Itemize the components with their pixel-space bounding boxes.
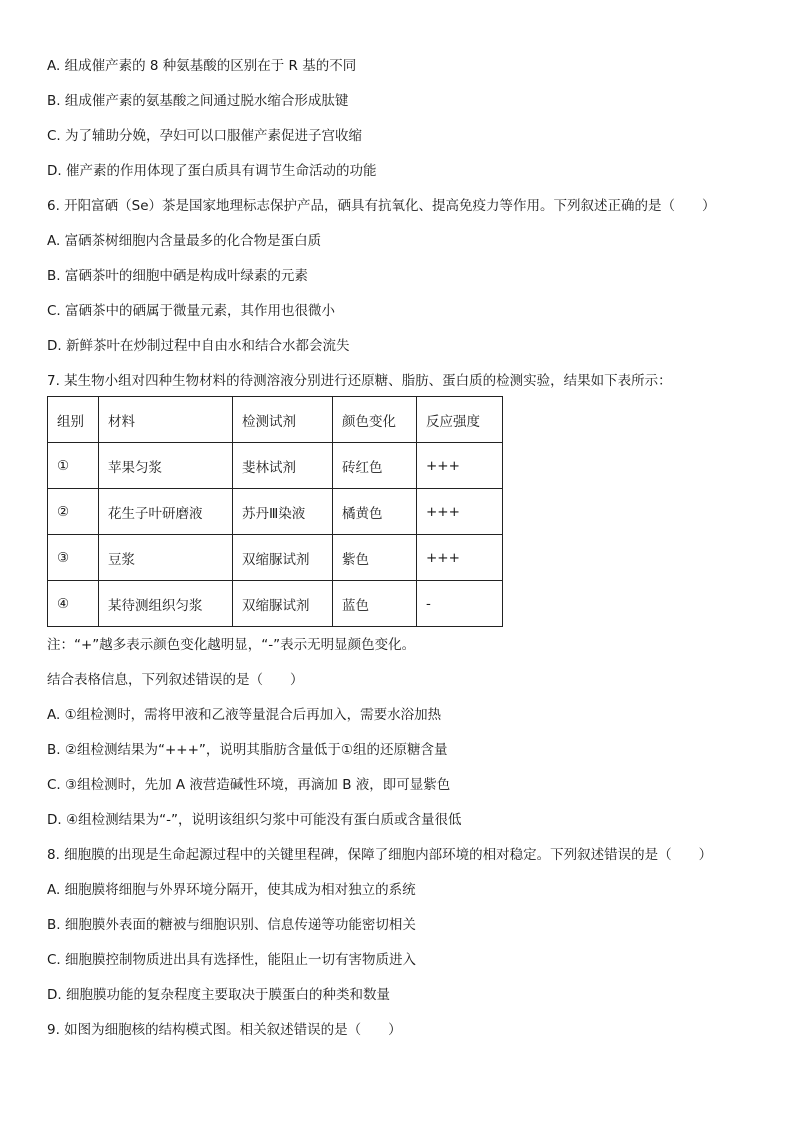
- table-cell: 紫色: [333, 535, 417, 581]
- q6-option-b: B. 富硒茶叶的细胞中硒是构成叶绿素的元素: [47, 268, 308, 284]
- q7-table-note: 注：“+”越多表示颜色变化越明显，“-”表示无明显颜色变化。: [47, 637, 416, 653]
- table-cell: ①: [48, 443, 99, 489]
- q9-stem: 9. 如图为细胞核的结构模式图。相关叙述错误的是（ ）: [47, 1022, 402, 1038]
- table-cell: +++: [417, 489, 503, 535]
- table-cell: 花生子叶研磨液: [99, 489, 233, 535]
- table-cell: 砖红色: [333, 443, 417, 489]
- table-cell: 斐林试剂: [233, 443, 333, 489]
- table-row: [48, 443, 503, 489]
- table-cell: +++: [417, 535, 503, 581]
- table-cell: 双缩脲试剂: [233, 581, 333, 627]
- q5-option-a: A. 组成催产素的 8 种氨基酸的区别在于 R 基的不同: [47, 58, 357, 74]
- table-cell: 双缩脲试剂: [233, 535, 333, 581]
- q6-stem: 6. 开阳富硒（Se）茶是国家地理标志保护产品，硒具有抗氧化、提高免疫力等作用。下列叙述正确的是（ ）: [47, 198, 716, 214]
- q8-option-b: B. 细胞膜外表面的糖被与细胞识别、信息传递等功能密切相关: [47, 917, 416, 933]
- table-cell: 豆浆: [99, 535, 233, 581]
- table-cell: 苹果匀浆: [99, 443, 233, 489]
- q7-option-c: C. ③组检测时，先加 A 液营造碱性环境，再滴加 B 液，即可显紫色: [47, 777, 451, 793]
- table-cell: 蓝色: [333, 581, 417, 627]
- table-header-cell: 组别: [48, 397, 99, 443]
- q8-option-c: C. 细胞膜控制物质进出具有选择性，能阻止一切有害物质进入: [47, 952, 417, 968]
- q8-stem: 8. 细胞膜的出现是生命起源过程中的关键里程碑，保障了细胞内部环境的相对稳定。下列叙述错误的是（ ）: [47, 847, 713, 863]
- q8-option-d: D. 细胞膜功能的复杂程度主要取决于膜蛋白的种类和数量: [47, 987, 390, 1003]
- table-cell: 苏丹Ⅲ染液: [233, 489, 333, 535]
- q6-option-a: A. 富硒茶树细胞内含量最多的化合物是蛋白质: [47, 233, 322, 249]
- q5-option-c: C. 为了辅助分娩，孕妇可以口服催产素促进子宫收缩: [47, 128, 363, 144]
- table-cell: +++: [417, 443, 503, 489]
- table-header-cell: 反应强度: [417, 397, 503, 443]
- table-header-cell: 颜色变化: [333, 397, 417, 443]
- table-cell: ③: [48, 535, 99, 581]
- table-cell: 橘黄色: [333, 489, 417, 535]
- table-header-row: [48, 397, 503, 443]
- q7-option-a: A. ①组检测时，需将甲液和乙液等量混合后再加入，需要水浴加热: [47, 707, 442, 723]
- table-header-cell: 材料: [99, 397, 233, 443]
- table-row: [48, 535, 503, 581]
- table-cell: ④: [48, 581, 99, 627]
- q6-option-c: C. 富硒茶中的硒属于微量元素，其作用也很微小: [47, 303, 336, 319]
- q5-option-d: D. 催产素的作用体现了蛋白质具有调节生命活动的功能: [47, 163, 377, 179]
- q7-results-table: [47, 396, 503, 627]
- q8-option-a: A. 细胞膜将细胞与外界环境分隔开，使其成为相对独立的系统: [47, 882, 416, 898]
- table-row: [48, 581, 503, 627]
- table-row: [48, 489, 503, 535]
- table-cell: ②: [48, 489, 99, 535]
- table-cell: -: [417, 581, 503, 627]
- q7-option-b: B. ②组检测结果为“+++”，说明其脂肪含量低于①组的还原糖含量: [47, 742, 448, 758]
- q6-option-d: D. 新鲜茶叶在炒制过程中自由水和结合水都会流失: [47, 338, 350, 354]
- table-cell: 某待测组织匀浆: [99, 581, 233, 627]
- q7-option-d: D. ④组检测结果为“-”，说明该组织匀浆中可能没有蛋白质或含量很低: [47, 812, 462, 828]
- q5-option-b: B. 组成催产素的氨基酸之间通过脱水缩合形成肽键: [47, 93, 349, 109]
- table-header-cell: 检测试剂: [233, 397, 333, 443]
- q7-stem: 7. 某生物小组对四种生物材料的待测溶液分别进行还原糖、脂肪、蛋白质的检测实验，结果如下表所示：: [47, 373, 672, 389]
- q7-prompt: 结合表格信息，下列叙述错误的是（ ）: [47, 672, 304, 688]
